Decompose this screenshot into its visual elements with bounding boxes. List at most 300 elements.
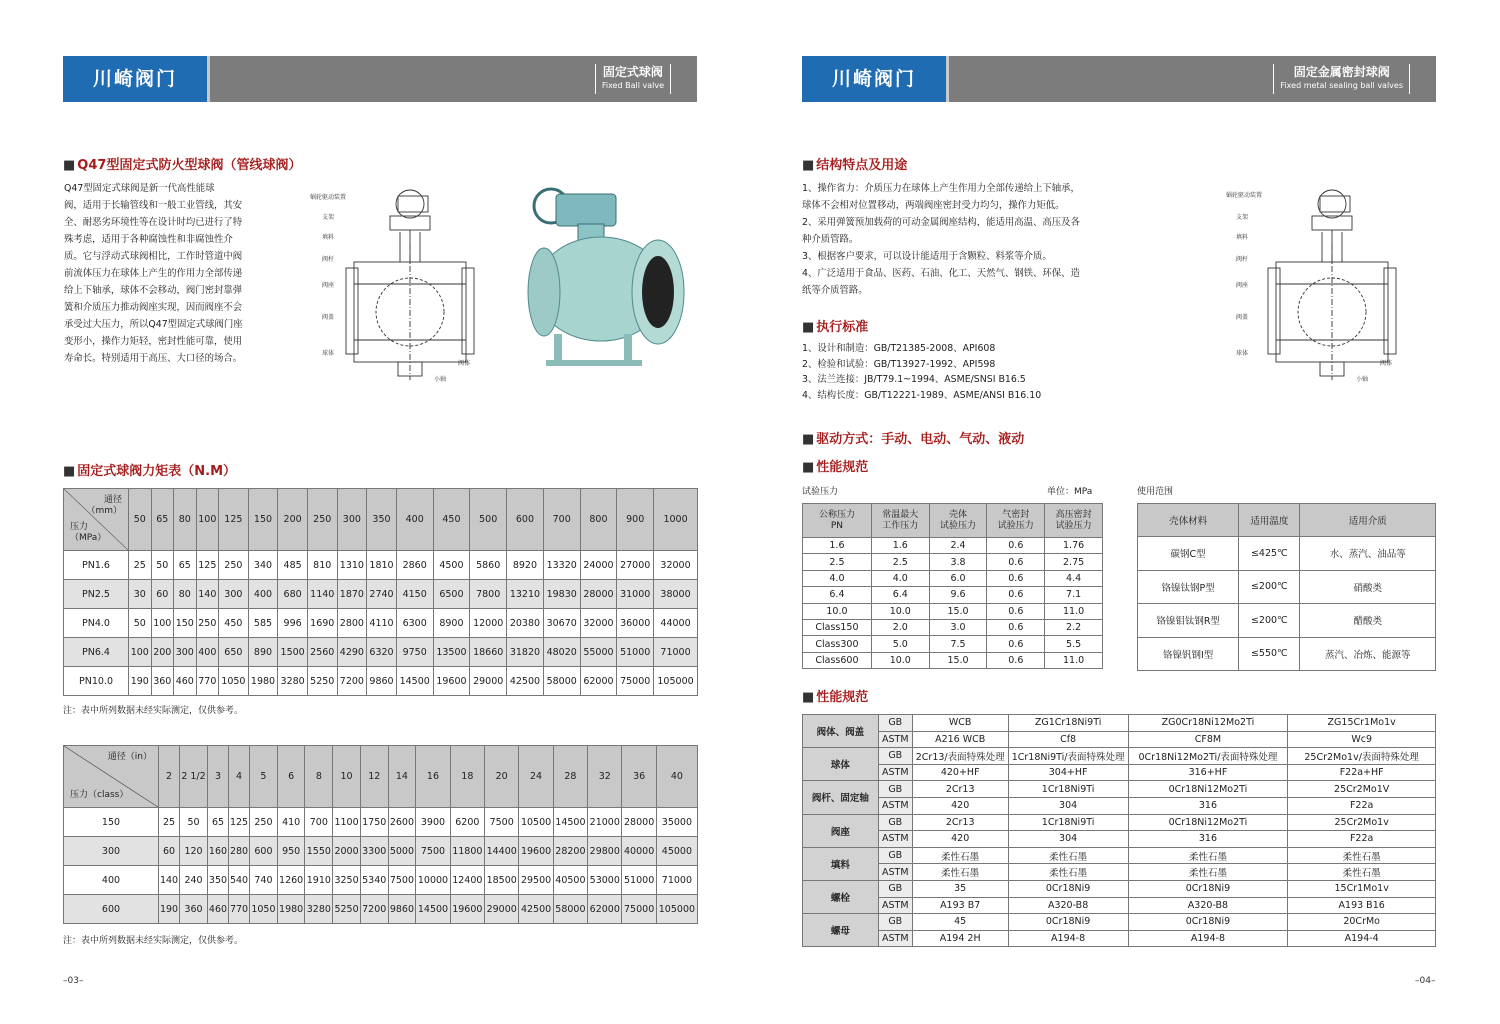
column-header: 2 [159,746,180,808]
column-header [803,504,872,538]
standard-code: ASTM [878,831,912,848]
table-cell: 柔性石墨 [1128,864,1288,881]
table-cell: 58000 [553,895,587,924]
table-cell: 7200 [337,667,367,696]
table-cell: 120 [180,837,208,866]
table-row [803,619,1103,635]
table-cell: 0Cr18Ni12Mo2Ti/表面特殊处理 [1128,748,1288,765]
table-cell: 铬镍钛钢P型 [1138,570,1239,604]
table-cell: 0.6 [987,554,1045,570]
table-cell: 11800 [450,837,484,866]
table-cell: 100 [129,638,152,667]
table-cell: A193 B16 [1288,897,1436,914]
corner-top-label: 通径（in） [107,752,152,762]
part-label: 螺母 [803,914,879,947]
table-cell: Class300 [803,636,872,652]
table-cell: 2Cr13 [912,814,1008,831]
table-cell: 4110 [367,609,397,638]
table-cell: 3280 [305,895,333,924]
table-cell: 53000 [588,866,622,895]
table-cell: 0Cr18Ni9 [1008,880,1128,897]
row-header: PN6.4 [64,638,129,667]
table-cell: 600 [250,837,278,866]
table-cell: 460 [174,667,197,696]
column-header: 900 [617,489,654,551]
table-cell: 2740 [367,580,397,609]
table-cell: 50 [180,808,208,837]
table-cell: 27000 [617,551,654,580]
table-cell: 19600 [433,667,470,696]
column-header: 18 [450,746,484,808]
table-cell: 1810 [367,551,397,580]
table-row [803,797,1436,814]
table-row [64,866,698,895]
table-cell: 1870 [337,580,367,609]
ball-valve-icon [516,184,696,374]
diagram-label-0: 蜗轮驱动装置 [1226,192,1263,199]
features-line: 1、操作省力：介质压力在球体上产生作用力全部传递给上下轴承， [802,183,1080,194]
column-header: 36 [622,746,656,808]
table-cell: 62000 [588,895,622,924]
table-cell: 3300 [360,837,388,866]
features-line: 2、采用弹簧预加载荷的可动金属阀座结构，能适用高温、高压及各 [802,217,1080,228]
standard-code: GB [878,914,912,931]
table-cell: 15.0 [929,652,987,668]
table-cell: Wc9 [1288,731,1436,748]
header-bar [802,56,1436,102]
column-header: 5 [250,746,278,808]
table-cell: 0.6 [987,636,1045,652]
table-cell: 20380 [507,609,544,638]
row-header: PN10.0 [64,667,129,696]
corner-bottom-label [70,522,106,544]
column-header-line: 常温最大 [882,509,919,520]
section-title-performance: ■ 性能规范 [802,456,868,475]
table-cell: 6500 [433,580,470,609]
table-cell: 柔性石墨 [912,864,1008,881]
section-title-drive: ■ 驱动方式：手动、电动、气动、液动 [802,428,1024,447]
table-cell: 4150 [396,580,433,609]
table-cell: 19600 [519,837,553,866]
column-header-line: 壳体 [949,509,968,520]
table-cell: 50 [129,609,152,638]
table-cell: 240 [180,866,208,895]
column-header: 8 [305,746,333,808]
table-cell: 950 [277,837,305,866]
table-cell: 柔性石墨 [1128,847,1288,864]
table-cell: 5000 [388,837,416,866]
table-cell: 300 [219,580,249,609]
table-cell: 1.6 [803,538,872,554]
row-header: 600 [64,895,159,924]
table-cell: 1750 [360,808,388,837]
table-cell: 24000 [580,551,617,580]
table-cell: 1.76 [1045,538,1103,554]
table-cell: 1.6 [871,538,929,554]
table-cell: 190 [129,667,152,696]
part-label: 填料 [803,847,879,880]
row-header: 150 [64,808,159,837]
table-cell: 14500 [416,895,450,924]
table-row [64,895,698,924]
column-header: 400 [396,489,433,551]
table-cell: 2.5 [803,554,872,570]
table-cell: 50 [151,551,174,580]
table-cell: 0.6 [987,619,1045,635]
table-cell: A216 WCB [912,731,1008,748]
column-header: 32 [588,746,622,808]
table-cell: 0.6 [987,570,1045,586]
table-cell: 25 [159,808,180,837]
table-cell: 5.0 [871,636,929,652]
section-title-torque: ■ 固定式球阀力矩表（N.M） [63,460,236,479]
table-cell: 1050 [219,667,249,696]
table-cell: 250 [219,551,249,580]
column-header: 6 [277,746,305,808]
table-cell: 62000 [580,667,617,696]
table-cell: 5250 [307,667,337,696]
unit-label: 单位：MPa [1047,487,1093,497]
table-cell: 醋酸类 [1300,604,1436,638]
table-cell: 3.0 [929,619,987,635]
standards-list [802,341,1202,403]
table-cell: 29000 [470,667,507,696]
table-row [803,897,1436,914]
table-cell: 44000 [654,609,698,638]
table-cell: A194-4 [1288,930,1436,947]
diagram-label-0: 蜗轮驱动装置 [310,194,347,201]
table-row [803,914,1436,931]
diagram-label-8: 小轴 [434,376,447,383]
column-header: 300 [337,489,367,551]
table-cell: 14500 [553,808,587,837]
table-cell: 25Cr2Mo1v/表面特殊处理 [1288,748,1436,765]
table-row [1138,637,1436,671]
column-header: 24 [519,746,553,808]
table-cell: 1550 [305,837,333,866]
column-header: 1000 [654,489,698,551]
table-cell: 6320 [367,638,397,667]
table-cell: 58000 [543,667,580,696]
page-number: –03– [63,976,84,986]
intro-line: 前流体压力在球体上产生的作用力全部传递 [64,268,243,279]
diagram-label-6: 球体 [322,350,335,357]
table-cell: 890 [248,638,278,667]
table-row [803,554,1103,570]
corner-bottom-line-1: （MPa） [70,533,107,543]
table-cell: 1100 [333,808,361,837]
table-cell: 7500 [416,837,450,866]
table-cell: 30 [129,580,152,609]
table-cell: 420 [912,831,1008,848]
table-cell: ZG1Cr18Ni9Ti [1008,715,1128,732]
table-row [803,847,1436,864]
table-cell: 1500 [278,638,308,667]
table-cell: 19830 [543,580,580,609]
table-row [64,580,698,609]
table-cell: 7.1 [1045,587,1103,603]
table-cell: 7.5 [929,636,987,652]
table-cell: ZG0Cr18Ni12Mo2Ti [1128,715,1288,732]
table-cell: 0Cr18Ni9 [1128,914,1288,931]
table-cell: 3250 [333,866,361,895]
table-cell: 铬镍钼钛钢R型 [1138,604,1239,638]
table-cell: 60 [159,837,180,866]
table-cell: 13210 [507,580,544,609]
table-cell: 80 [174,580,197,609]
header-title [595,64,671,94]
table-cell: 5250 [333,895,361,924]
table-cell: 2.2 [1045,619,1103,635]
table-cell: 7800 [470,580,507,609]
table-cell: 2.5 [871,554,929,570]
column-header: 50 [129,489,152,551]
standard-code: GB [878,715,912,732]
table-cell: 29500 [519,866,553,895]
table-cell: 125 [229,808,250,837]
intro-line: 质。它与浮动式球阀相比，工作时管道中阀 [64,251,243,262]
table-cell: 300 [174,638,197,667]
corner-top-label [86,495,122,517]
column-header [987,504,1045,538]
features-line: 3、根据客户要求，可以设计能适用于含颗粒、料浆等介质。 [802,251,1052,262]
table-row [803,652,1103,668]
table-cell: 36000 [617,609,654,638]
header-bar [63,56,697,102]
table-cell: 996 [278,609,308,638]
standard-code: ASTM [878,930,912,947]
column-header: 450 [433,489,470,551]
column-header: 14 [388,746,416,808]
standard-item: 2、检验和试验：GB/T13927-1992、API598 [802,358,996,370]
table-cell: 740 [250,866,278,895]
table-cell: 13500 [433,638,470,667]
table-row [803,570,1103,586]
intro-line: 变形小，操作力矩轻，密封性能可靠，使用 [64,336,243,347]
table-cell: 3.8 [929,554,987,570]
table-row [803,538,1103,554]
table-cell: 1980 [277,895,305,924]
features-paragraph [802,180,1162,299]
table-cell: 280 [229,837,250,866]
table-cell: 9750 [396,638,433,667]
intro-line: Q47型固定式球阀是新一代高性能球 [64,183,215,194]
table-cell: 1910 [305,866,333,895]
table-cell: 585 [248,609,278,638]
table-cell: 35 [912,880,1008,897]
table-cell: 350 [207,866,228,895]
table-cell: 2860 [396,551,433,580]
table-cell: 0.6 [987,652,1045,668]
standard-code: GB [878,748,912,765]
table-cell: 19600 [450,895,484,924]
table-cell: 6300 [396,609,433,638]
pressure-table [802,503,1103,669]
table-cell: 700 [305,808,333,837]
table-cell: 柔性石墨 [1288,847,1436,864]
table-cell: 810 [307,551,337,580]
table-cell: ≤550℃ [1239,637,1300,671]
table-cell: 18500 [485,866,519,895]
material-table [802,714,1436,947]
table-cell: 18660 [470,638,507,667]
column-header-line: PN [830,520,844,531]
column-header: 600 [507,489,544,551]
table-cell: 42500 [519,895,553,924]
table-cell: 10500 [519,808,553,837]
table-cell: 2560 [307,638,337,667]
table-cell: 9860 [388,895,416,924]
table-cell: 40500 [553,866,587,895]
corner-top-line-1: （mm） [86,506,122,516]
standard-code: GB [878,781,912,798]
table-cell: 25 [129,551,152,580]
table-cell: 29800 [588,837,622,866]
table-cell: 7200 [360,895,388,924]
table-cell: 1310 [337,551,367,580]
table-row [803,880,1436,897]
table-cell: ZG15Cr1Mo1v [1288,715,1436,732]
column-header: 20 [485,746,519,808]
column-header: 100 [196,489,219,551]
header-title-cn: 固定金属密封球阀 [1293,65,1390,79]
table-cell: 140 [159,866,180,895]
table-cell: 7500 [388,866,416,895]
page-number: –04– [1415,976,1436,986]
table-cell: 2Cr13/表面特殊处理 [912,748,1008,765]
table-cell: 3900 [416,808,450,837]
table-row [803,781,1436,798]
features-line: 种介质管路。 [802,234,859,245]
table-cell: 11.0 [1045,603,1103,619]
features-line: 纸等介质管路。 [802,285,868,296]
column-header: 80 [174,489,197,551]
table-cell: A194-8 [1008,930,1128,947]
table-cell: 42500 [507,667,544,696]
table-cell: 250 [196,609,219,638]
table-cell: F22a [1288,797,1436,814]
table-cell: 48020 [543,638,580,667]
section-title-q47: ■ Q47型固定式防火型球阀（管线球阀） [63,154,301,173]
column-header [1045,504,1103,538]
table-cell: 20CrMo [1288,914,1436,931]
intro-line: 全、耐恶劣环境性等在设计时均已进行了特 [64,217,243,228]
column-header: 125 [219,489,249,551]
column-header-line: 试验压力 [1055,520,1092,531]
column-header-line: 试验压力 [997,520,1034,531]
table-row [1138,570,1436,604]
table-cell: 柔性石墨 [912,847,1008,864]
table-cell: 0Cr18Ni12Mo2Ti [1128,781,1288,798]
table-cell: 29000 [485,895,519,924]
table-cell: A320-B8 [1128,897,1288,914]
standard-item: 3、法兰连接：JB/T79.1~1994、ASME/SNSI B16.5 [802,374,1026,385]
column-header: 16 [416,746,450,808]
table-row [803,864,1436,881]
table-cell: 5860 [470,551,507,580]
part-label: 球体 [803,748,879,781]
table-cell: 9.6 [929,587,987,603]
brand-logo: 川崎阀门 [63,56,207,102]
column-header: 3 [207,746,228,808]
table-cell: 32000 [580,609,617,638]
diagram-label-3: 阀杆 [322,256,335,263]
intro-line: 承受过大压力，所以Q47型固定式球阀门座 [64,319,243,330]
table-cell: 硝酸类 [1300,570,1436,604]
diagram-label-5: 阀盖 [322,314,335,321]
table-cell: ≤200℃ [1239,570,1300,604]
table-cell: 0.6 [987,603,1045,619]
table-cell: 8920 [507,551,544,580]
table-cell: 1260 [277,866,305,895]
table-row [64,551,698,580]
table-cell: 55000 [580,638,617,667]
table-cell: 3280 [278,667,308,696]
table-corner-header [64,746,159,808]
column-header: 12 [360,746,388,808]
table-cell: 8900 [433,609,470,638]
table-cell: 28000 [580,580,617,609]
table-cell: 150 [174,609,197,638]
table-cell: 蒸汽、冶炼、能源等 [1300,637,1436,671]
table-row [64,638,698,667]
table-row [64,609,698,638]
table-cell: 410 [277,808,305,837]
diagram-label-7: 阀体 [1380,360,1393,367]
table-cell: 1690 [307,609,337,638]
table-cell: 铬镍钒钢I型 [1138,637,1239,671]
table-cell: 4.4 [1045,570,1103,586]
intro-paragraph [64,180,269,367]
table-cell: 0Cr18Ni9 [1128,880,1288,897]
table-cell: 12000 [470,609,507,638]
column-header: 200 [278,489,308,551]
table-cell: 11.0 [1045,652,1103,668]
table-cell: A194 2H [912,930,1008,947]
table-cell: 1050 [250,895,278,924]
table-cell: 6.0 [929,570,987,586]
table-row [64,808,698,837]
table-cell: Class150 [803,619,872,635]
table-cell: 1140 [307,580,337,609]
table-cell: 40000 [622,837,656,866]
table-cell: 45 [912,914,1008,931]
table-cell: 14500 [396,667,433,696]
table-cell: ≤200℃ [1239,604,1300,638]
valve-section-diagram [298,184,478,384]
table-row [803,831,1436,848]
row-header: PN1.6 [64,551,129,580]
table-cell: 540 [229,866,250,895]
table-cell: 200 [151,638,174,667]
table-cell: WCB [912,715,1008,732]
table-cell: 10.0 [803,603,872,619]
diagram-label-7: 阀体 [458,360,471,367]
standard-code: ASTM [878,764,912,781]
table-cell: 4.0 [871,570,929,586]
table-cell: 21000 [588,808,622,837]
table-cell: 碳钢C型 [1138,537,1239,571]
part-label: 阀座 [803,814,879,847]
table-cell: 65 [174,551,197,580]
table-cell: 400 [248,580,278,609]
row-header: PN2.5 [64,580,129,609]
table-cell: A193 B7 [912,897,1008,914]
header-title-cn: 固定式球阀 [602,65,663,79]
table-cell: 680 [278,580,308,609]
table-cell: 15.0 [929,603,987,619]
part-label: 螺栓 [803,880,879,913]
